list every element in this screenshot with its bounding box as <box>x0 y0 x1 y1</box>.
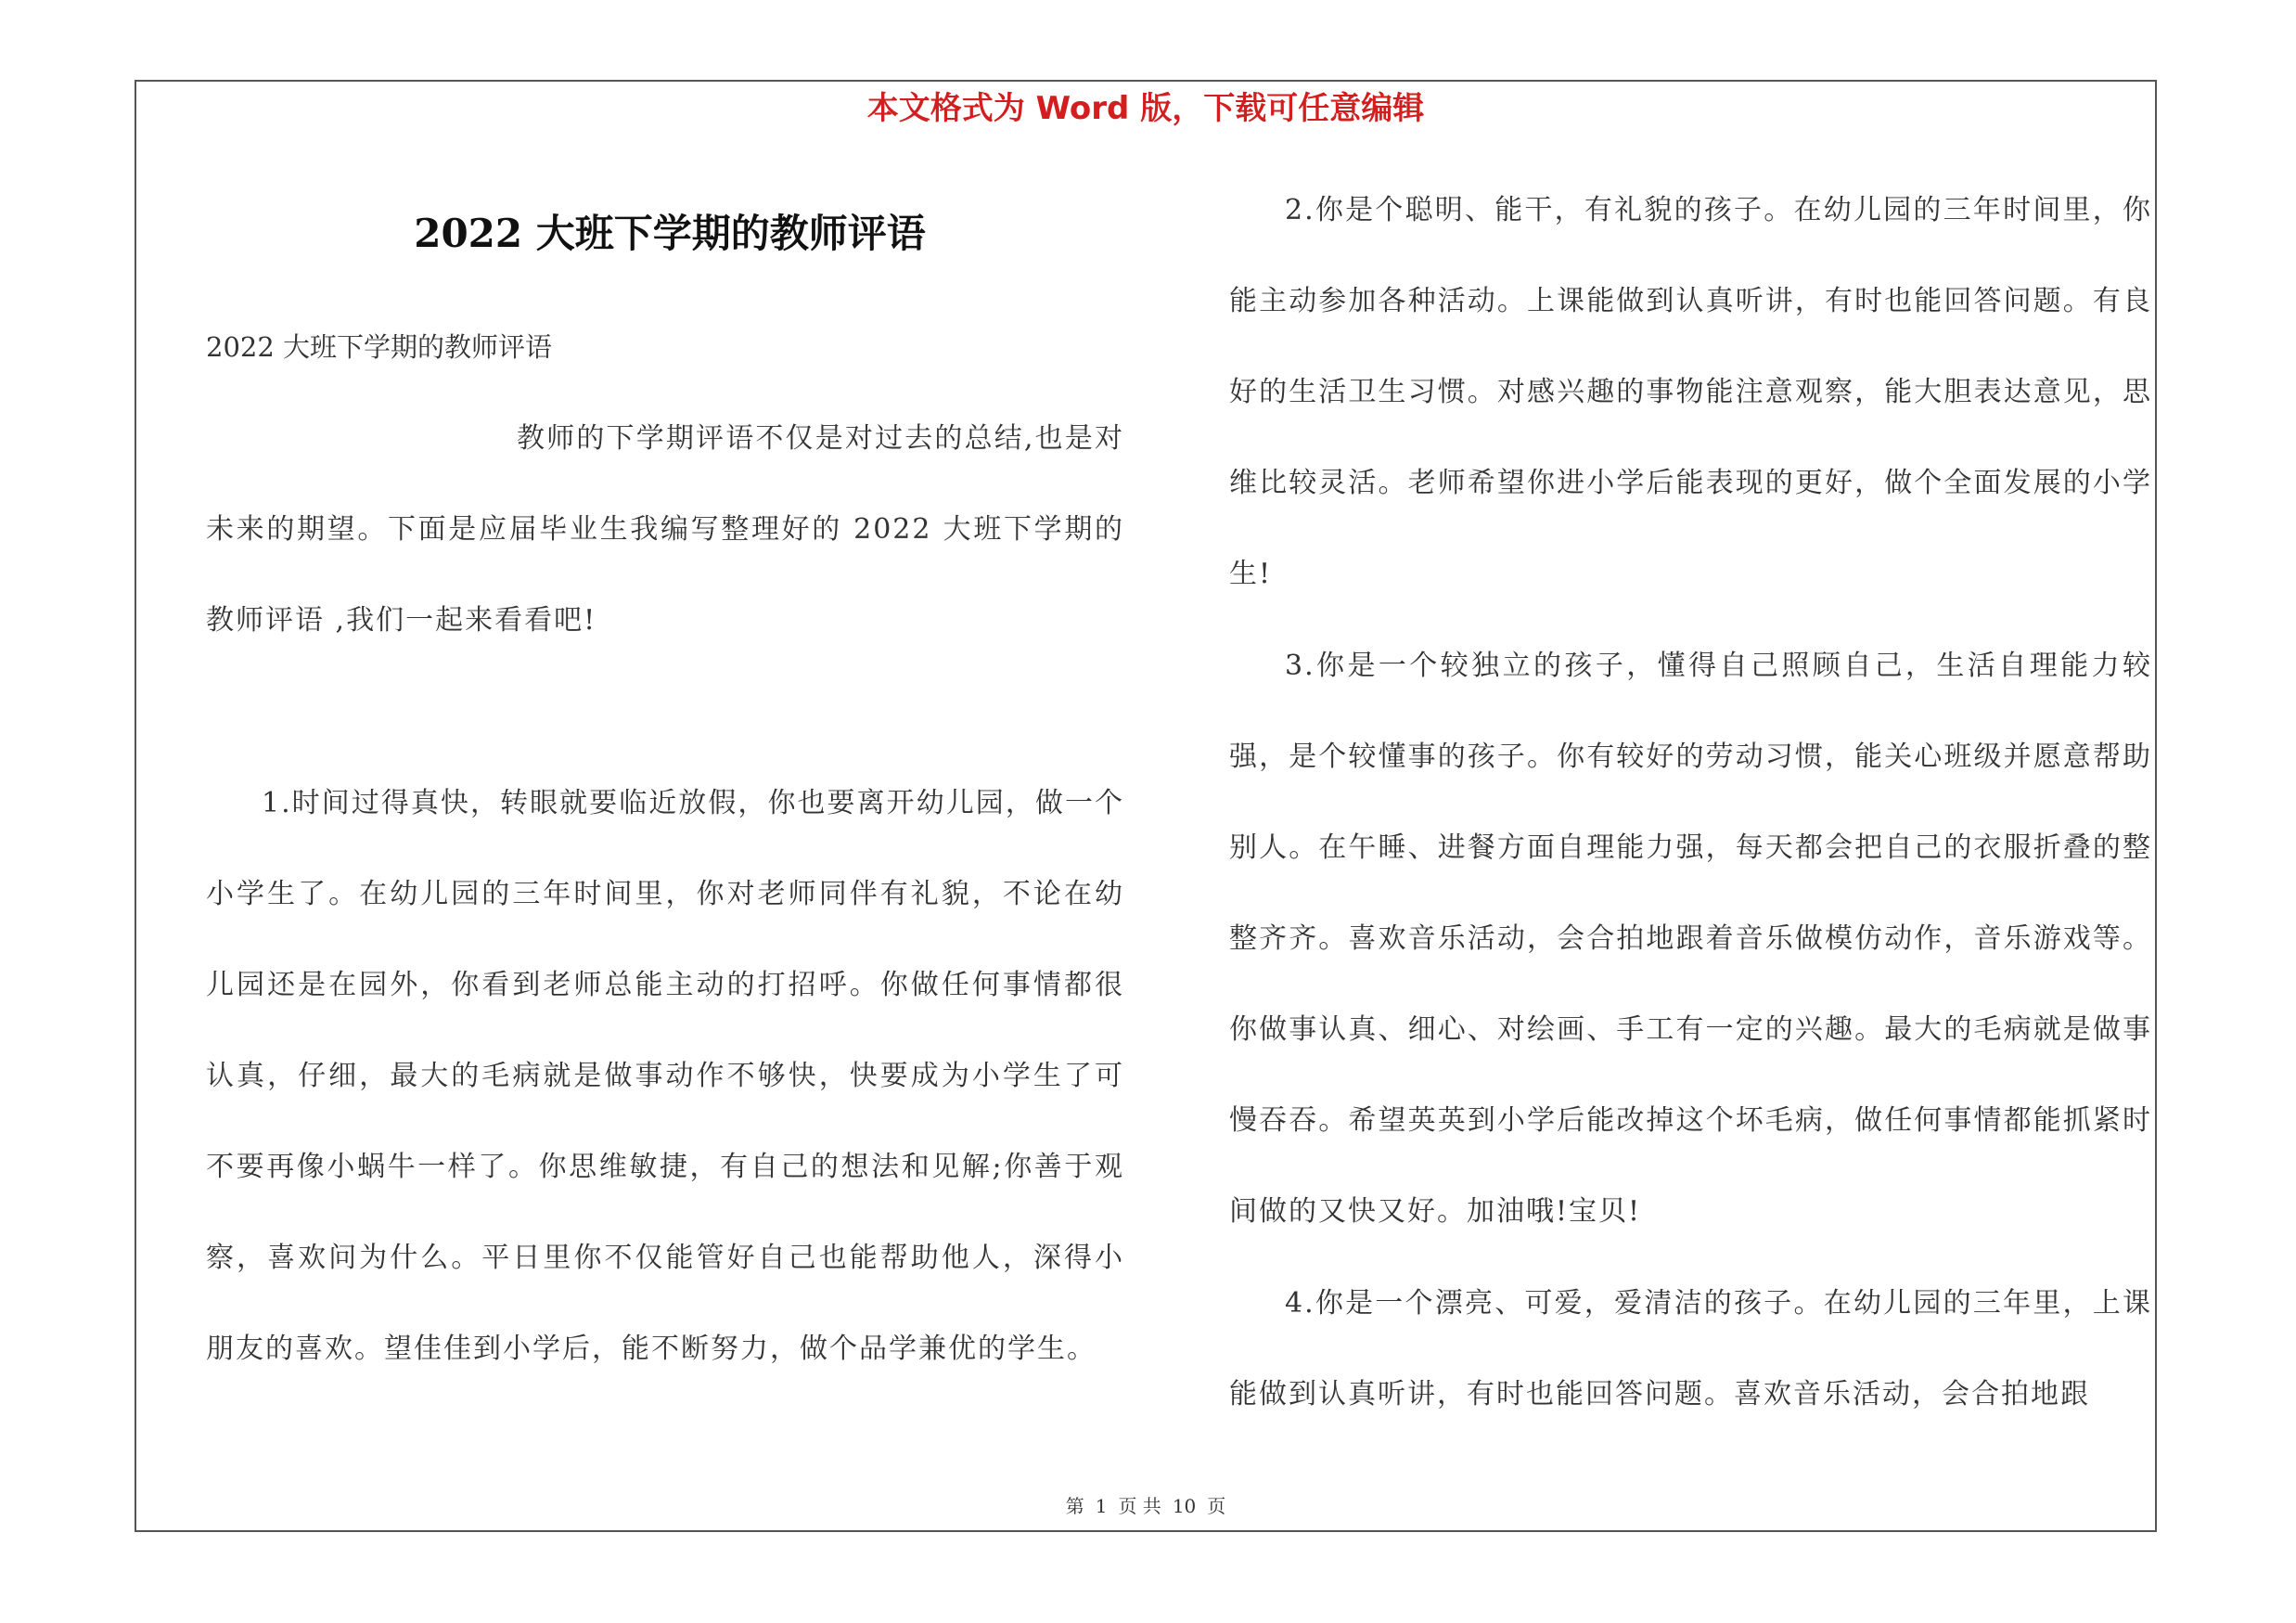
document-subtitle: 2022 大班下学期的教师评语 <box>206 331 553 363</box>
format-banner: 本文格式为 Word 版，下载可任意编辑 <box>866 90 1425 127</box>
page-footer <box>135 1492 2157 1520</box>
comment-paragraph-1: 1.时间过得真快，转眼就要临近放假，你也要离开幼儿园，做一个小学生了。在幼儿园的三年时间里，你对老师同伴有礼貌，不论在幼儿园还是在园外，你看到老师总能主动的打招呼。你做任何事情都很认真，仔细，最大的毛病就是做事动作不够快，快要成为小学生了可不要再像小蜗牛一样了。你思维敏捷，有自己的想法和见解;你善于观察，喜欢问为什么。平日里你不仅能管好自己也能帮助他人，深得小朋友的喜欢。望佳佳到小学后，能不断努力，做个品学兼优的学生。 <box>206 787 1124 1365</box>
comment-paragraph-2: 2.你是个聪明、能干，有礼貌的孩子。在幼儿园的三年时间里，你能主动参加各种活动。上课能做到认真听讲，有时也能回答问题。有良好的生活卫生习惯。对感兴趣的事物能注意观察，能大胆表达意见，思维比较灵活。老师希望你进小学后能表现的更好，做个全面发展的小学生! <box>1229 194 2152 590</box>
footer-mid: 页 共 <box>1118 1495 1161 1517</box>
footer-suffix: 页 <box>1207 1495 1226 1517</box>
footer-total-pages: 10 <box>1172 1495 1197 1517</box>
comment-paragraph-3: 3.你是一个较独立的孩子，懂得自己照顾自己，生活自理能力较强，是个较懂事的孩子。你有较好的劳动习惯，能关心班级并愿意帮助别人。在午睡、进餐方面自理能力强，每天都会把自己的衣服折叠的整整齐齐。喜欢音乐活动，会合拍地跟着音乐做模仿动作，音乐游戏等。你做事认真、细心、对绘画、手工有一定的兴趣。最大的毛病就是做事慢吞吞。希望英英到小学后能改掉这个坏毛病，做任何事情都能抓紧时间做的又快又好。加油哦!宝贝! <box>1229 650 2152 1228</box>
footer-prefix: 第 <box>1065 1495 1084 1517</box>
footer-page-number: 1 <box>1095 1495 1108 1517</box>
comment-paragraph-4: 4.你是一个漂亮、可爱，爱清洁的孩子。在幼儿园的三年里，上课能做到认真听讲，有时也能回答问题。喜欢音乐活动，会合拍地跟 <box>1229 1287 2152 1410</box>
document-title: 2022 大班下学期的教师评语 <box>414 211 926 256</box>
intro-paragraph: 教师的下学期评语不仅是对过去的总结,也是对未来的期望。下面是应届毕业生我编写整理好的 2022 大班下学期的教师评语 ,我们一起来看看吧! <box>206 422 1124 637</box>
